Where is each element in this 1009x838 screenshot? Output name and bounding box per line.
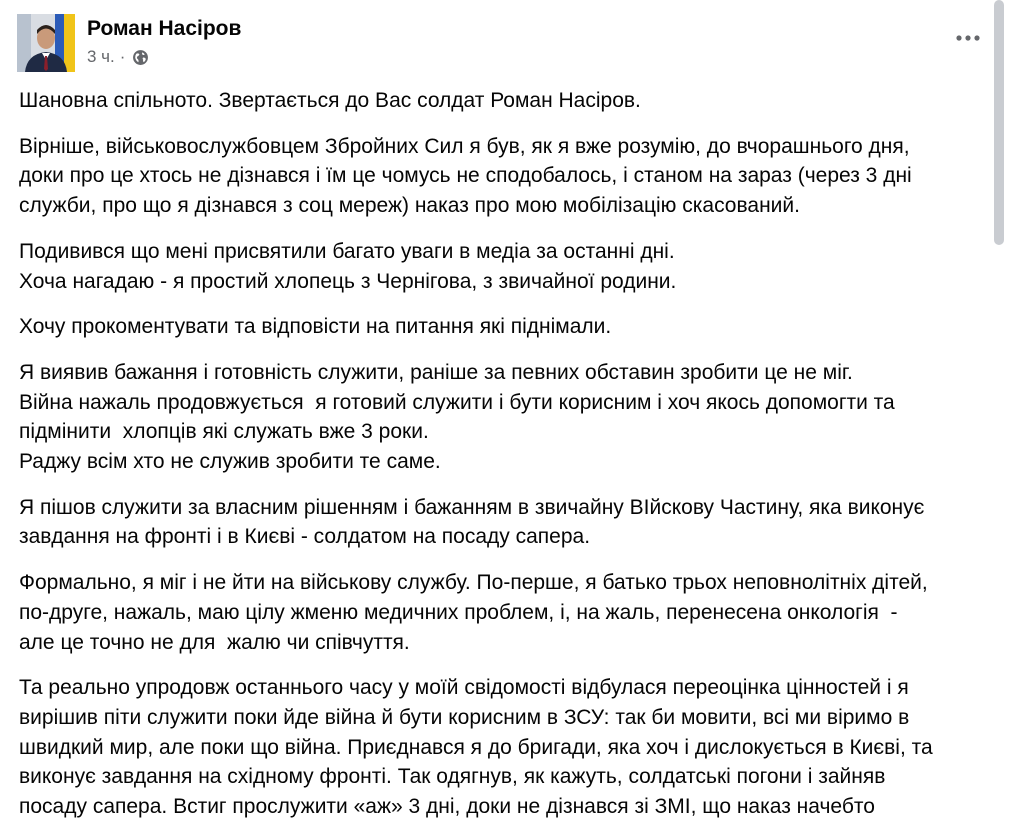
scrollbar-thumb[interactable] (994, 0, 1004, 245)
post-paragraph (19, 358, 991, 477)
more-options-button[interactable] (951, 28, 985, 48)
post-text-line: Вірніше, військовослужбовцем Збройних Сил я був, як я вже розумію, до вчорашнього дня, (19, 134, 910, 158)
post-meta (87, 46, 149, 68)
post-paragraph (19, 312, 991, 342)
post-text-line: Я виявив бажання і готовність служити, раніше за певних обставин зробити це не міг. (19, 360, 853, 384)
post-text-line: Я пішов служити за власним рішенням і бажанням в звичайну ВІйскову Частину, яка виконує (19, 495, 925, 519)
post-text-line: Шановна спільното. Звертається до Вас солдат Роман Насіров. (19, 89, 641, 112)
post-text-line: Подивився що мені присвятили багато уваги в медіа за останні дні. (19, 239, 675, 263)
post-paragraph (19, 568, 991, 657)
post-text-line: швидкий мир, але поки що війна. Приєднався я до бригади, яка хоч і дислокується в Києві, та (19, 735, 933, 759)
post-text-line: Війна нажаль продовжується я готовий служити і бути корисним і хоч якось допомогти та (19, 390, 895, 414)
post-text-line: Та реально упродовж останнього часу у моїй свідомості відбулася переоцінка цінностей і я (19, 676, 909, 700)
post-text-line: виконує завдання на східному фронті. Так одягнув, як кажуть, солдатські погони і зайняв (19, 765, 886, 789)
more-horizontal-icon (956, 35, 980, 41)
post-paragraph (19, 132, 991, 221)
post-paragraph (19, 493, 991, 552)
post-text-line: Формально, я міг і не йти на військову службу. По-перше, я батько трьох неповнолітніх дітей, (19, 571, 928, 595)
meta-separator: · (119, 47, 126, 66)
post-text-line: Хочу прокоментувати та відповісти на питання які піднімали. (19, 315, 612, 339)
post-paragraph (19, 673, 991, 822)
post-text-line: посаду сапера. Встиг прослужити «аж» 3 дні, доки не дізнався зі ЗМІ, що наказ начебто (19, 795, 875, 819)
author-avatar[interactable] (17, 14, 75, 72)
post-timestamp[interactable]: 3 ч. (87, 47, 115, 66)
post-text-line: доки про це хтось не дізнався і їм це чомусь не сподобалось, і станом на зараз (через 3 дні (19, 164, 912, 188)
post-text (19, 86, 991, 838)
post-header (17, 14, 997, 74)
post-text-line: по-друге, нажаль, маю цілу жменю медичних проблем, і, на жаль, перенесена онкологія - (19, 600, 898, 624)
globe-icon[interactable] (132, 49, 149, 66)
avatar-image (17, 14, 75, 72)
post-paragraph (19, 237, 991, 296)
author-name[interactable]: Роман Насіров (87, 17, 242, 40)
post-text-line: підмінити хлопців які служать вже 3 роки. (19, 420, 429, 444)
post-text-line: Раджу всім хто не служив зробити те саме. (19, 450, 441, 474)
post-text-line: завдання на фронті і в Києві - солдатом на посаду сапера. (19, 525, 591, 549)
post-text-line: служби, про що я дізнався з соц мереж) наказ про мою мобілізацію скасований. (19, 194, 800, 218)
post-paragraph (19, 86, 991, 116)
post-text-line: але це точно не для жалю чи співчуття. (19, 630, 410, 654)
post-text-line: вирішив піти служити поки йде війна й бути корисним в ЗСУ: так би мовити, всі ми віримо в (19, 705, 910, 729)
post-text-line: Хоча нагадаю - я простий хлопець з Чернігова, з звичайної родини. (19, 269, 677, 293)
